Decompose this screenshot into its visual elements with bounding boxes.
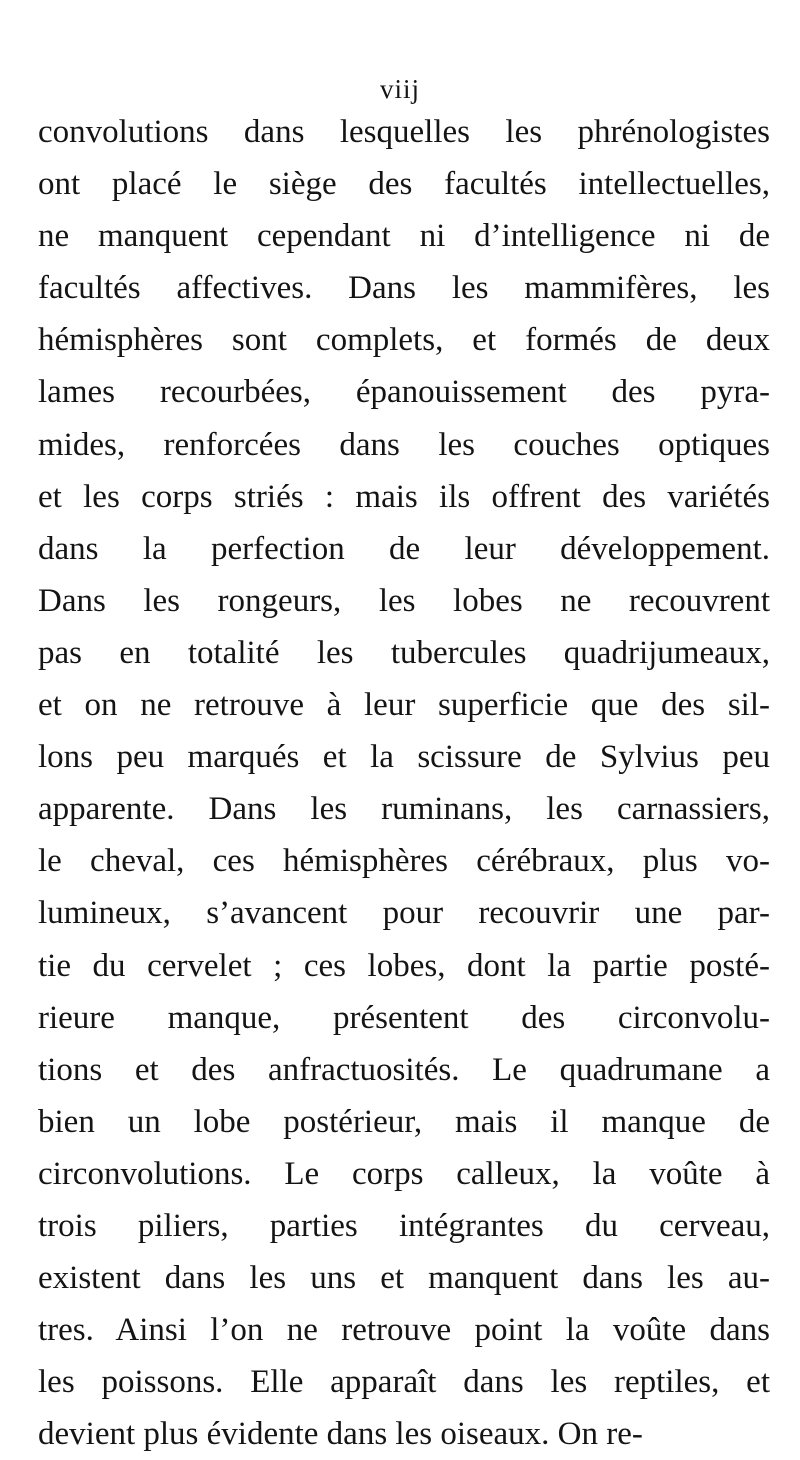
text-line: apparente. Dans les ruminans, les carnassiers, <box>38 791 770 828</box>
text-line: bien un lobe postérieur, mais il manque de <box>38 1103 770 1140</box>
text-line: tie du cervelet ; ces lobes, dont la partie posté- <box>38 947 770 984</box>
text-line: tions et des anfractuosités. Le quadrumane a <box>38 1051 770 1088</box>
text-line: facultés affectives. Dans les mammifères, les <box>38 270 770 307</box>
text-line: lumineux, s’avancent pour recouvrir une par- <box>38 895 770 932</box>
text-line: le cheval, ces hémisphères cérébraux, plus vo- <box>38 843 770 880</box>
text-line: ne manquent cependant ni d’intelligence ni de <box>38 218 770 255</box>
text-line: existent dans les uns et manquent dans les au- <box>38 1260 770 1297</box>
text-line: lames recourbées, épanouissement des pyra- <box>38 374 770 411</box>
text-line: Dans les rongeurs, les lobes ne recouvrent <box>38 582 770 619</box>
text-line: et les corps striés : mais ils offrent des variétés <box>38 478 770 515</box>
text-line: convolutions dans lesquelles les phrénologistes <box>38 114 770 150</box>
text-line: devient plus évidente dans les oiseaux. On re- <box>38 1416 643 1453</box>
text-line: mides, renforcées dans les couches optiques <box>38 426 770 463</box>
text-line: trois piliers, parties intégrantes du cerveau, <box>38 1207 770 1244</box>
text-line: pas en totalité les tubercules quadrijumeaux, <box>38 634 770 671</box>
text-line: tres. Ainsi l’on ne retrouve point la voûte dans <box>38 1312 770 1349</box>
body-text <box>38 106 770 1460</box>
text-line: et on ne retrouve à leur superficie que des sil- <box>38 687 770 724</box>
text-line: circonvolutions. Le corps calleux, la voûte à <box>38 1155 770 1192</box>
text-line: lons peu marqués et la scissure de Sylvius peu <box>38 739 770 776</box>
text-line: dans la perfection de leur développement. <box>38 530 770 567</box>
text-line: ont placé le siège des facultés intellectuelles, <box>38 166 770 203</box>
text-line: rieure manque, présentent des circonvolu- <box>38 999 770 1036</box>
text-line: hémisphères sont complets, et formés de deux <box>38 322 770 359</box>
page-number: viij <box>379 74 420 104</box>
text-line: les poissons. Elle apparaît dans les reptiles, et <box>38 1364 770 1401</box>
